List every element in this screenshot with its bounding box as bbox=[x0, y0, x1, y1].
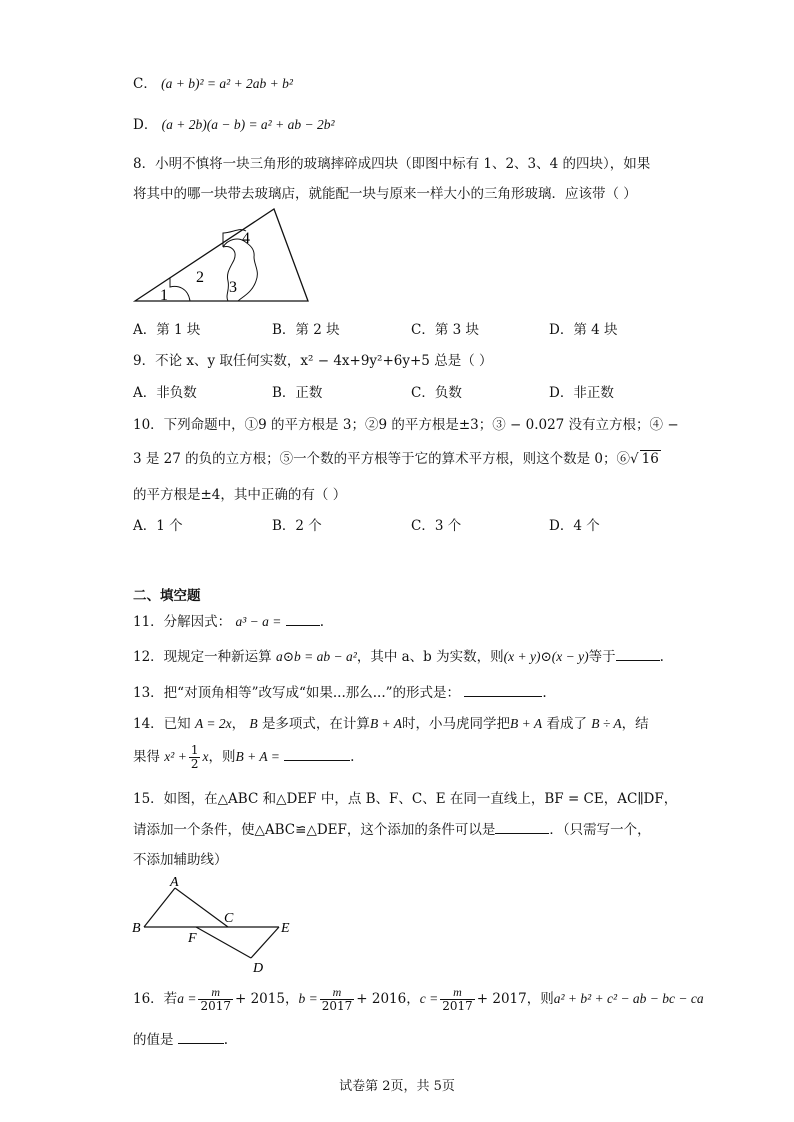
option-expression: (a + 2b)(a − b) = a² + ab − 2b² bbox=[161, 117, 335, 132]
q7-option-d bbox=[133, 113, 335, 133]
q14-text: 是多项式，在计算 bbox=[261, 716, 370, 732]
q12-definition: a⊙b = ab − a² bbox=[275, 649, 357, 664]
q14-text: 果得 bbox=[133, 749, 160, 765]
fraction bbox=[440, 986, 475, 1013]
figure-label-2: 2 bbox=[196, 269, 204, 286]
segment-ab bbox=[144, 888, 175, 927]
fraction bbox=[320, 986, 355, 1013]
radical-sign: √ bbox=[630, 451, 639, 467]
q12-end: . bbox=[659, 649, 664, 665]
q11-prefix: 11．分解因式： bbox=[133, 614, 232, 630]
q10-stem-line2 bbox=[133, 447, 661, 467]
page-footer: 试卷第 2页，共 5页 bbox=[339, 1079, 455, 1094]
q12-prefix: 12．现规定一种新运算 bbox=[133, 649, 272, 665]
broken-triangle-figure bbox=[130, 205, 315, 305]
q16-add: + 2015 bbox=[234, 991, 285, 1007]
q14-ask: B + A = bbox=[235, 749, 280, 764]
q16-c: c = bbox=[419, 991, 439, 1006]
segment-fd bbox=[196, 927, 251, 958]
q16-add: + 2017 bbox=[476, 991, 527, 1007]
q14-end: . bbox=[350, 749, 355, 765]
q10-option-a: A．1 个 bbox=[133, 518, 183, 534]
q11-expression: a³ − a = bbox=[235, 614, 282, 629]
q15-line2 bbox=[133, 818, 651, 838]
q16-text: ， bbox=[406, 991, 420, 1007]
fraction-numerator: m bbox=[320, 986, 355, 1000]
q16-end: . bbox=[223, 1032, 229, 1048]
q13-prefix: 13．把“对顶角相等”改写成“如果...那么...”的形式是： bbox=[133, 685, 461, 701]
q9-option-c: C．负数 bbox=[411, 385, 462, 401]
fraction bbox=[189, 744, 201, 771]
fraction-denominator: 2017 bbox=[200, 999, 231, 1013]
fraction-numerator: m bbox=[198, 986, 233, 1000]
q16-a: a = bbox=[177, 991, 197, 1006]
q14-text: 看成了 bbox=[546, 716, 587, 732]
fraction-denominator: 2 bbox=[190, 757, 199, 771]
q16-text: 16．若 bbox=[133, 991, 178, 1007]
figure-label-4: 4 bbox=[242, 230, 250, 247]
q16-text: 的值是 bbox=[133, 1032, 174, 1048]
q10-option-c: C．3 个 bbox=[411, 518, 462, 534]
q14-text: ，则 bbox=[208, 749, 236, 765]
q16-text: ，则 bbox=[526, 991, 554, 1007]
label-b: B bbox=[132, 921, 141, 936]
figure-label-3: 3 bbox=[229, 279, 237, 296]
q10-line2-text: 3 是 27 的负的立方根；⑤一个数的平方根等于它的算术平方根，则这个数是 0；⑥ bbox=[133, 451, 631, 467]
q10-option-b: B．2 个 bbox=[272, 518, 322, 534]
q14-sum: B + A bbox=[369, 716, 403, 731]
option-label: D． bbox=[133, 117, 158, 133]
q14-division: B ÷ A bbox=[591, 716, 622, 731]
q16-text: ， bbox=[284, 991, 299, 1007]
section-title: 二、填空题 bbox=[133, 588, 201, 604]
fraction-numerator: m bbox=[440, 986, 475, 1000]
q14-line2 bbox=[133, 744, 354, 771]
fraction-numerator: 1 bbox=[190, 743, 199, 757]
triangles-figure bbox=[130, 872, 300, 977]
q15-line3: 不添加辅助线） bbox=[133, 852, 228, 868]
q14-x: x bbox=[202, 749, 209, 764]
q15-text: ．（只需写一个， bbox=[549, 822, 651, 838]
answer-blank[interactable] bbox=[464, 682, 542, 697]
q11 bbox=[133, 610, 324, 630]
q14-text: 14．已知 bbox=[133, 716, 191, 732]
q14-line1 bbox=[133, 712, 649, 732]
q13-end: . bbox=[542, 685, 547, 701]
crack-piece1 bbox=[170, 278, 190, 301]
label-f: F bbox=[188, 931, 197, 946]
q12-middle: ，其中 a、b 为实数，则 bbox=[356, 649, 504, 665]
q16-expression: a² + b² + c² − ab − bc − ca bbox=[553, 991, 704, 1006]
q16-line1 bbox=[133, 986, 704, 1013]
q12-expression: (x + y)⊙(x − y) bbox=[503, 649, 589, 664]
label-e: E bbox=[281, 921, 290, 936]
figure-label-1: 1 bbox=[160, 287, 168, 304]
label-d: D bbox=[253, 961, 264, 976]
q10-stem-line3: 的平方根是±4，其中正确的有（ ） bbox=[133, 487, 347, 503]
q14-text: 时，小马虎同学把 bbox=[402, 716, 511, 732]
fraction bbox=[198, 986, 233, 1013]
q16-line2 bbox=[133, 1028, 228, 1048]
q9-option-b: B．正数 bbox=[272, 385, 323, 401]
option-expression: (a + b)² = a² + 2ab + b² bbox=[161, 76, 293, 91]
label-a: A bbox=[170, 875, 179, 890]
q15-line1: 15．如图，在△ABC 和△DEF 中，点 B、F、C、E 在同一直线上，BF = CE，AC∥DF， bbox=[133, 791, 678, 807]
q10-stem-line1: 10．下列命题中，①9 的平方根是 3；②9 的平方根是±3；③ − 0.027 没有立方根；④ − bbox=[133, 417, 679, 433]
answer-blank[interactable] bbox=[178, 1029, 224, 1044]
q8-option-c: C．第 3 块 bbox=[411, 322, 480, 338]
q8-option-d: D．第 4 块 bbox=[549, 322, 618, 338]
q12-suffix: 等于 bbox=[588, 649, 616, 665]
q14-x-squared: x² + bbox=[164, 749, 187, 764]
q7-option-c bbox=[133, 72, 293, 92]
label-c: C bbox=[224, 911, 234, 926]
q14-text: ，结 bbox=[621, 716, 649, 732]
q13 bbox=[133, 681, 547, 701]
q14-sum: B + A bbox=[510, 716, 543, 731]
q10-option-d: D．4 个 bbox=[549, 518, 600, 534]
q14-text: ， bbox=[231, 716, 246, 732]
q8-option-a: A．第 1 块 bbox=[133, 322, 201, 338]
q16-b: b = bbox=[298, 991, 318, 1006]
radicand: 16 bbox=[641, 451, 659, 467]
q9-option-d: D．非正数 bbox=[549, 385, 614, 401]
fraction-denominator: 2017 bbox=[321, 999, 353, 1013]
q11-end: . bbox=[319, 614, 324, 630]
answer-blank[interactable] bbox=[616, 646, 660, 661]
fraction-denominator: 2017 bbox=[442, 999, 473, 1013]
q9-option-a: A．非负数 bbox=[133, 385, 197, 401]
q16-add: + 2016 bbox=[356, 991, 407, 1007]
segment-ac bbox=[175, 888, 228, 927]
q12 bbox=[133, 645, 664, 665]
option-label: C． bbox=[133, 76, 157, 92]
answer-blank[interactable] bbox=[495, 819, 549, 834]
q8-stem-line1: 8．小明不慎将一块三角形的玻璃摔碎成四块（即图中标有 1、2、3、4 的四块），如果 bbox=[133, 156, 651, 172]
q8-stem-line2: 将其中的哪一块带去玻璃店，就能配一块与原来一样大小的三角形玻璃．应该带（ ） bbox=[133, 186, 637, 202]
q8-option-b: B．第 2 块 bbox=[272, 322, 340, 338]
q9-stem: 9．不论 x、y 取任何实数，x² − 4x+9y²+6y+5 总是（ ） bbox=[133, 353, 493, 369]
q15-text: 请添加一个条件，使△ABC≌△DEF，这个添加的条件可以是 bbox=[133, 822, 496, 838]
q14-b-variable: B bbox=[249, 716, 258, 731]
q14-a-definition: A = 2x bbox=[194, 716, 232, 731]
segment-ed bbox=[251, 927, 279, 958]
answer-blank[interactable] bbox=[286, 611, 320, 626]
answer-blank[interactable] bbox=[284, 746, 350, 761]
